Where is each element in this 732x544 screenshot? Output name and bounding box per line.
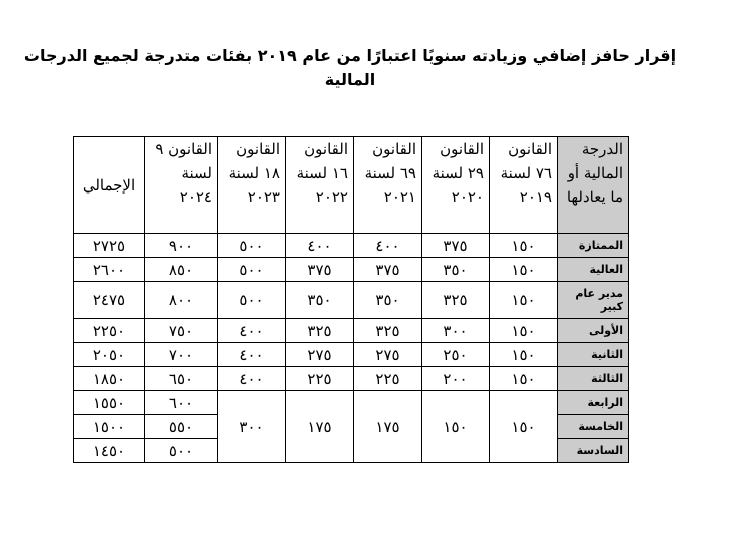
merged-value-cell: ١٧٥ (286, 391, 354, 463)
header-law-2022: القانون ١٦ لسنة ٢٠٢٢ (286, 137, 354, 234)
value-cell: ١٥٠ (490, 319, 558, 343)
merged-value-cell: ٣٠٠ (218, 391, 286, 463)
value-cell: ١٥٠ (490, 258, 558, 282)
header-law-2021: القانون ٦٩ لسنة ٢٠٢١ (354, 137, 422, 234)
value-cell: ٦٠٠ (145, 391, 218, 415)
header-law-2023: القانون ١٨ لسنة ٢٠٢٣ (218, 137, 286, 234)
value-cell: ٣٧٥ (354, 258, 422, 282)
value-cell: ٣٥٠ (354, 282, 422, 319)
value-cell: ٣٢٥ (286, 319, 354, 343)
total-cell: ١٥٠٠ (74, 415, 145, 439)
value-cell: ٣٠٠ (422, 319, 490, 343)
header-law-2020: القانون ٢٩ لسنة ٢٠٢٠ (422, 137, 490, 234)
total-cell: ٢٠٥٠ (74, 343, 145, 367)
table-row (74, 391, 629, 415)
value-cell: ٥٥٠ (145, 415, 218, 439)
value-cell: ٥٠٠ (218, 234, 286, 258)
total-cell: ١٨٥٠ (74, 367, 145, 391)
value-cell: ٢٧٥ (354, 343, 422, 367)
header-total: الإجمالي (74, 137, 145, 234)
header-row (74, 137, 629, 234)
grade-cell: الخامسة (558, 415, 629, 439)
merged-value-cell: ١٧٥ (354, 391, 422, 463)
incentive-table (73, 136, 629, 463)
grade-cell: الثالثة (558, 367, 629, 391)
value-cell: ٣٧٥ (286, 258, 354, 282)
value-cell: ٢٧٥ (286, 343, 354, 367)
total-cell: ٢٤٧٥ (74, 282, 145, 319)
value-cell: ٩٠٠ (145, 234, 218, 258)
value-cell: ١٥٠ (490, 282, 558, 319)
value-cell: ٨٥٠ (145, 258, 218, 282)
header-law-2019: القانون ٧٦ لسنة ٢٠١٩ (490, 137, 558, 234)
value-cell: ٧٠٠ (145, 343, 218, 367)
value-cell: ٢٢٥ (354, 367, 422, 391)
grade-cell: الأولى (558, 319, 629, 343)
value-cell: ٤٠٠ (354, 234, 422, 258)
grade-cell: الثانية (558, 343, 629, 367)
total-cell: ٢٧٢٥ (74, 234, 145, 258)
grade-cell: السادسة (558, 439, 629, 463)
value-cell: ٥٠٠ (218, 282, 286, 319)
value-cell: ٨٠٠ (145, 282, 218, 319)
merged-value-cell: ١٥٠ (490, 391, 558, 463)
table-row (74, 258, 629, 282)
value-cell: ٢٠٠ (422, 367, 490, 391)
value-cell: ٣٢٥ (422, 282, 490, 319)
value-cell: ١٥٠ (490, 343, 558, 367)
value-cell: ٤٠٠ (218, 343, 286, 367)
grade-cell: مدير عام كبير (558, 282, 629, 319)
grade-cell: العالية (558, 258, 629, 282)
total-cell: ١٥٥٠ (74, 391, 145, 415)
total-cell: ٢٢٥٠ (74, 319, 145, 343)
total-cell: ١٤٥٠ (74, 439, 145, 463)
value-cell: ٣٥٠ (286, 282, 354, 319)
header-grade: الدرجة المالية أو ما يعادلها (558, 137, 629, 234)
value-cell: ٤٠٠ (218, 319, 286, 343)
value-cell: ٥٠٠ (145, 439, 218, 463)
value-cell: ٣٥٠ (422, 258, 490, 282)
value-cell: ٣٧٥ (422, 234, 490, 258)
page-title: إقرار حافز إضافي وزيادته سنويًا اعتبارًا من عام ٢٠١٩ بفئات متدرجة لجميع الدرجات المالية (23, 46, 677, 89)
value-cell: ٣٢٥ (354, 319, 422, 343)
table-row (74, 367, 629, 391)
value-cell: ٥٠٠ (218, 258, 286, 282)
table-row (74, 343, 629, 367)
header-law-2024: القانون ٩ لسنة ٢٠٢٤ (145, 137, 218, 234)
value-cell: ٤٠٠ (218, 367, 286, 391)
table-row (74, 282, 629, 319)
table-row (74, 234, 629, 258)
total-cell: ٢٦٠٠ (74, 258, 145, 282)
merged-value-cell: ١٥٠ (422, 391, 490, 463)
value-cell: ٧٥٠ (145, 319, 218, 343)
table-row (74, 319, 629, 343)
value-cell: ٢٢٥ (286, 367, 354, 391)
grade-cell: الممتازة (558, 234, 629, 258)
value-cell: ٢٥٠ (422, 343, 490, 367)
grade-cell: الرابعة (558, 391, 629, 415)
value-cell: ٤٠٠ (286, 234, 354, 258)
value-cell: ١٥٠ (490, 234, 558, 258)
value-cell: ٦٥٠ (145, 367, 218, 391)
value-cell: ١٥٠ (490, 367, 558, 391)
